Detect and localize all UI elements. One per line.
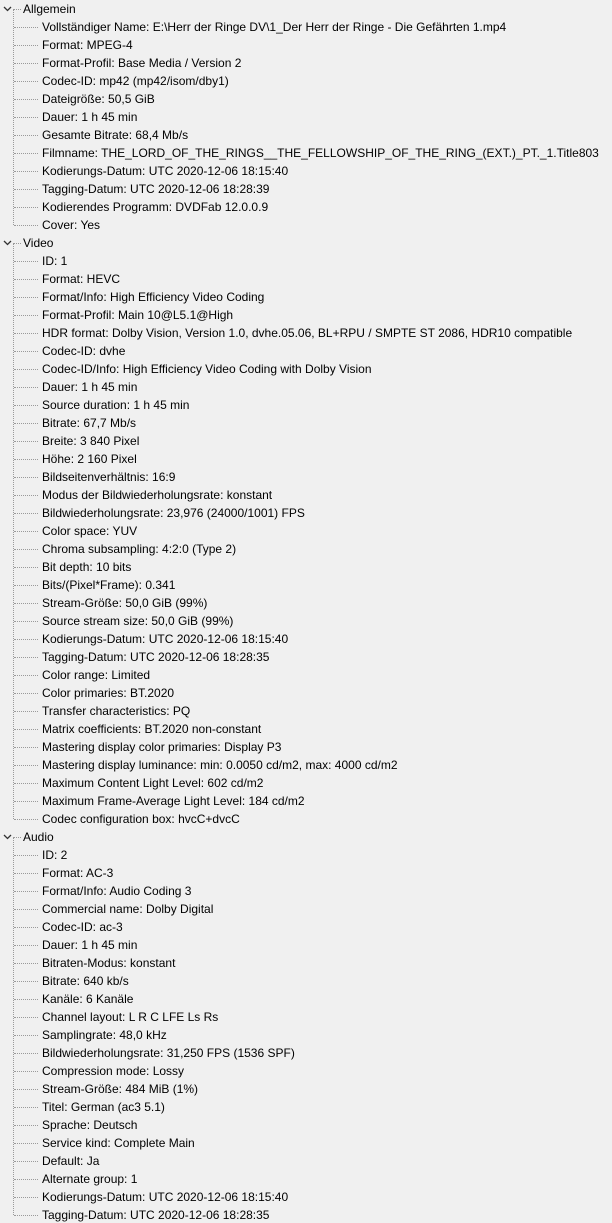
tree-item-text: Format: AC-3 [42, 866, 114, 880]
tree-connector [14, 81, 38, 82]
tree-connector [14, 513, 38, 514]
chevron-down-icon[interactable] [2, 239, 12, 247]
tree-item[interactable] [0, 846, 612, 864]
tree-item[interactable] [0, 1206, 612, 1223]
tree-connector [14, 765, 38, 766]
tree-item[interactable] [0, 630, 612, 648]
chevron-down-icon[interactable] [2, 833, 12, 841]
tree-item-text: Format-Profil: Main 10@L5.1@High [42, 308, 234, 322]
section-title[interactable]: Allgemein [23, 2, 76, 16]
tree-item[interactable] [0, 396, 612, 414]
tree-connector [14, 423, 38, 424]
tree-connector [14, 243, 21, 244]
tree-item-text: Modus der Bildwiederholungsrate: konstant [42, 488, 273, 502]
tree-connector [14, 171, 38, 172]
tree-item-text: Vollständiger Name: E:\Herr der Ringe DV\1_Der Herr der Ringe - Die Gefährten 1.mp4 [42, 20, 507, 34]
tree-item-text: Codec-ID/Info: High Efficiency Video Coding with Dolby Vision [42, 362, 372, 376]
tree-connector [14, 945, 38, 946]
tree-item[interactable] [0, 486, 612, 504]
tree-item-text: Color primaries: BT.2020 [42, 686, 175, 700]
tree-item-text: Dauer: 1 h 45 min [42, 938, 138, 952]
tree-connector [14, 387, 38, 388]
tree-item[interactable] [0, 702, 612, 720]
tree-item[interactable] [0, 72, 612, 90]
tree-item[interactable] [0, 144, 612, 162]
tree-item[interactable] [0, 1188, 612, 1206]
tree-item-text: Kanäle: 6 Kanäle [42, 992, 134, 1006]
tree-item-text: Format-Profil: Base Media / Version 2 [42, 56, 242, 70]
tree-item[interactable] [0, 1026, 612, 1044]
tree-item-text: Stream-Größe: 484 MiB (1%) [42, 1082, 199, 1096]
tree-item-text: Tagging-Datum: UTC 2020-12-06 18:28:35 [42, 650, 270, 664]
tree-connector [14, 837, 21, 838]
tree-connector [14, 603, 38, 604]
tree-item[interactable] [0, 270, 612, 288]
tree-item-text: Format: HEVC [42, 272, 121, 286]
tree-connector [14, 549, 38, 550]
tree-node-allgemein[interactable] [0, 0, 612, 18]
tree-item[interactable] [0, 810, 612, 828]
tree-item-text: Bitrate: 640 kb/s [42, 974, 129, 988]
tree-connector [14, 117, 38, 118]
tree-item[interactable] [0, 162, 612, 180]
tree-item[interactable] [0, 1170, 612, 1188]
tree-item-text: Bitraten-Modus: konstant [42, 956, 176, 970]
tree-item-text: Bildseitenverhältnis: 16:9 [42, 470, 176, 484]
tree-item[interactable] [0, 612, 612, 630]
tree-connector [14, 657, 38, 658]
tree-connector [14, 441, 38, 442]
tree-item[interactable] [0, 108, 612, 126]
tree-item-text: Maximum Content Light Level: 602 cd/m2 [42, 776, 264, 790]
tree-connector [14, 729, 38, 730]
tree-connector [14, 477, 38, 478]
tree-item-text: HDR format: Dolby Vision, Version 1.0, dvhe.05.06, BL+RPU / SMPTE ST 2086, HDR10 compatible [42, 326, 573, 340]
tree-item-text: Matrix coefficients: BT.2020 non-constant [42, 722, 262, 736]
tree-item[interactable] [0, 972, 612, 990]
tree-item-text: Kodierendes Programm: DVDFab 12.0.0.9 [42, 200, 269, 214]
tree-connector [14, 1215, 38, 1216]
section-title[interactable]: Audio [23, 830, 54, 844]
tree-connector [14, 1179, 38, 1180]
chevron-down-icon[interactable] [2, 5, 12, 13]
tree-connector [14, 369, 38, 370]
tree-connector [14, 1143, 38, 1144]
tree-item-text: Filmname: THE_LORD_OF_THE_RINGS__THE_FELLOWSHIP_OF_THE_RING_(EXT.)_PT._1.Title803 [42, 146, 599, 160]
tree-item-text: Bitrate: 67,7 Mb/s [42, 416, 137, 430]
tree-connector [14, 909, 38, 910]
tree-connector [14, 873, 38, 874]
tree-connector [14, 153, 38, 154]
tree-item-text: Mastering display color primaries: Display P3 [42, 740, 282, 754]
tree-item[interactable] [0, 360, 612, 378]
tree-connector [14, 747, 38, 748]
tree-item[interactable] [0, 414, 612, 432]
tree-item[interactable] [0, 90, 612, 108]
tree-item-text: Codec-ID: dvhe [42, 344, 126, 358]
tree-item-text: Codec-ID: ac-3 [42, 920, 123, 934]
tree-item[interactable] [0, 936, 612, 954]
tree-item-text: Dauer: 1 h 45 min [42, 110, 138, 124]
tree-connector [14, 711, 38, 712]
tree-item[interactable] [0, 324, 612, 342]
tree-connector [14, 261, 38, 262]
tree-item-text: ID: 2 [42, 848, 68, 862]
tree-item[interactable] [0, 648, 612, 666]
tree-item-text: Sprache: Deutsch [42, 1118, 138, 1132]
tree-connector [14, 9, 21, 10]
tree-item-text: Kodierungs-Datum: UTC 2020-12-06 18:15:40 [42, 1190, 289, 1204]
tree-item-text: Tagging-Datum: UTC 2020-12-06 18:28:35 [42, 1208, 270, 1222]
tree-item[interactable] [0, 180, 612, 198]
tree-item-text: Commercial name: Dolby Digital [42, 902, 214, 916]
tree-connector [14, 855, 38, 856]
tree-connector [14, 135, 38, 136]
tree-item[interactable] [0, 882, 612, 900]
tree-item-text: Source duration: 1 h 45 min [42, 398, 190, 412]
tree-connector [14, 351, 38, 352]
tree-item[interactable] [0, 252, 612, 270]
tree-item-text: Maximum Frame-Average Light Level: 184 cd/m2 [42, 794, 305, 808]
tree-item[interactable] [0, 342, 612, 360]
tree-item[interactable] [0, 666, 612, 684]
tree-connector [14, 405, 38, 406]
tree-item[interactable] [0, 756, 612, 774]
tree-item[interactable] [0, 954, 612, 972]
tree-item-text: Breite: 3 840 Pixel [42, 434, 140, 448]
tree-item-text: Format/Info: High Efficiency Video Coding [42, 290, 265, 304]
tree-item-text: Codec configuration box: hvcC+dvcC [42, 812, 240, 826]
tree-item[interactable] [0, 522, 612, 540]
tree-connector [14, 783, 38, 784]
tree-item[interactable] [0, 1116, 612, 1134]
tree-item-text: Compression mode: Lossy [42, 1064, 185, 1078]
tree-connector [14, 1017, 38, 1018]
tree-item[interactable] [0, 720, 612, 738]
tree-item-text: Format/Info: Audio Coding 3 [42, 884, 192, 898]
tree-item-text: Chroma subsampling: 4:2:0 (Type 2) [42, 542, 237, 556]
tree-connector [14, 333, 38, 334]
tree-item-text: Source stream size: 50,0 GiB (99%) [42, 614, 234, 628]
tree-connector [14, 459, 38, 460]
tree-item-text: Samplingrate: 48,0 kHz [42, 1028, 167, 1042]
tree-item[interactable] [0, 1152, 612, 1170]
tree-item-text: Bit depth: 10 bits [42, 560, 132, 574]
tree-connector [14, 891, 38, 892]
tree-connector [14, 585, 38, 586]
tree-connector [14, 45, 38, 46]
tree-item[interactable] [0, 1044, 612, 1062]
tree-node-audio[interactable] [0, 828, 612, 846]
tree-connector [14, 963, 38, 964]
tree-item[interactable] [0, 540, 612, 558]
tree-connector [14, 531, 38, 532]
tree-item[interactable] [0, 594, 612, 612]
tree-item-text: Bits/(Pixel*Frame): 0.341 [42, 578, 176, 592]
tree-item[interactable] [0, 864, 612, 882]
tree-connector [14, 819, 38, 820]
tree-item[interactable] [0, 1080, 612, 1098]
tree-item-text: Channel layout: L R C LFE Ls Rs [42, 1010, 219, 1024]
tree-item-text: Mastering display luminance: min: 0.0050 cd/m2, max: 4000 cd/m2 [42, 758, 398, 772]
tree-item[interactable] [0, 1134, 612, 1152]
tree-item-text: Höhe: 2 160 Pixel [42, 452, 137, 466]
tree-item[interactable] [0, 900, 612, 918]
tree-item[interactable] [0, 576, 612, 594]
tree-item-text: ID: 1 [42, 254, 68, 268]
tree-connector [14, 279, 38, 280]
tree-item[interactable] [0, 990, 612, 1008]
tree-item[interactable] [0, 774, 612, 792]
tree-connector [14, 1197, 38, 1198]
tree-item-text: Dateigröße: 50,5 GiB [42, 92, 155, 106]
tree-connector [14, 27, 38, 28]
tree-item[interactable] [0, 216, 612, 234]
tree-connector [14, 63, 38, 64]
tree-item[interactable] [0, 468, 612, 486]
tree-item-text: Bildwiederholungsrate: 23,976 (24000/1001) FPS [42, 506, 305, 520]
tree-node-video[interactable] [0, 234, 612, 252]
tree-item[interactable] [0, 18, 612, 36]
tree-item-text: Stream-Größe: 50,0 GiB (99%) [42, 596, 208, 610]
tree-item-text: Cover: Yes [42, 218, 101, 232]
tree-item[interactable] [0, 918, 612, 936]
tree-item[interactable] [0, 684, 612, 702]
tree-connector [14, 621, 38, 622]
tree-connector [14, 675, 38, 676]
tree-item[interactable] [0, 1008, 612, 1026]
tree-item-text: Kodierungs-Datum: UTC 2020-12-06 18:15:40 [42, 632, 289, 646]
tree-item-text: Gesamte Bitrate: 68,4 Mb/s [42, 128, 189, 142]
tree-connector [14, 1107, 38, 1108]
tree-item-text: Codec-ID: mp42 (mp42/isom/dby1) [42, 74, 229, 88]
tree-item[interactable] [0, 504, 612, 522]
tree-connector [14, 999, 38, 1000]
tree-item[interactable] [0, 126, 612, 144]
tree-children-allgemein [0, 18, 612, 234]
tree-item-text: Alternate group: 1 [42, 1172, 138, 1186]
tree-connector [14, 801, 38, 802]
tree-item-text: Tagging-Datum: UTC 2020-12-06 18:28:39 [42, 182, 270, 196]
tree-item[interactable] [0, 558, 612, 576]
tree-item[interactable] [0, 792, 612, 810]
tree-connector [14, 1053, 38, 1054]
tree-children-audio [0, 846, 612, 1223]
tree-item-text: Service kind: Complete Main [42, 1136, 195, 1150]
tree-item-text: Format: MPEG-4 [42, 38, 133, 52]
tree-connector [14, 225, 38, 226]
tree-item-text: Bildwiederholungsrate: 31,250 FPS (1536 SPF) [42, 1046, 295, 1060]
tree-connector [14, 99, 38, 100]
tree-connector [14, 495, 38, 496]
tree-connector [14, 1089, 38, 1090]
tree-item-text: Default: Ja [42, 1154, 100, 1168]
tree-item-text: Dauer: 1 h 45 min [42, 380, 138, 394]
tree-connector [14, 207, 38, 208]
tree-item[interactable] [0, 306, 612, 324]
tree-connector [14, 189, 38, 190]
tree-connector [14, 1125, 38, 1126]
tree-item[interactable] [0, 1098, 612, 1116]
section-title[interactable]: Video [23, 236, 54, 250]
tree-connector [14, 567, 38, 568]
tree-item[interactable] [0, 738, 612, 756]
tree-item[interactable] [0, 36, 612, 54]
tree-item-text: Kodierungs-Datum: UTC 2020-12-06 18:15:40 [42, 164, 289, 178]
tree-item[interactable] [0, 1062, 612, 1080]
tree-item-text: Color space: YUV [42, 524, 138, 538]
tree-item[interactable] [0, 432, 612, 450]
tree-children-video [0, 252, 612, 828]
tree-item-text: Color range: Limited [42, 668, 151, 682]
tree-connector [14, 639, 38, 640]
tree-connector [14, 315, 38, 316]
tree-item-text: Titel: German (ac3 5.1) [42, 1100, 165, 1114]
tree-item[interactable] [0, 450, 612, 468]
tree-item[interactable] [0, 198, 612, 216]
tree-item[interactable] [0, 54, 612, 72]
tree-connector [14, 981, 38, 982]
tree-connector [14, 1071, 38, 1072]
tree-connector [14, 693, 38, 694]
tree-item-text: Transfer characteristics: PQ [42, 704, 191, 718]
tree-connector [14, 927, 38, 928]
tree-item[interactable] [0, 288, 612, 306]
tree-connector [14, 297, 38, 298]
tree-item[interactable] [0, 378, 612, 396]
tree-connector [14, 1161, 38, 1162]
tree-connector [14, 1035, 38, 1036]
